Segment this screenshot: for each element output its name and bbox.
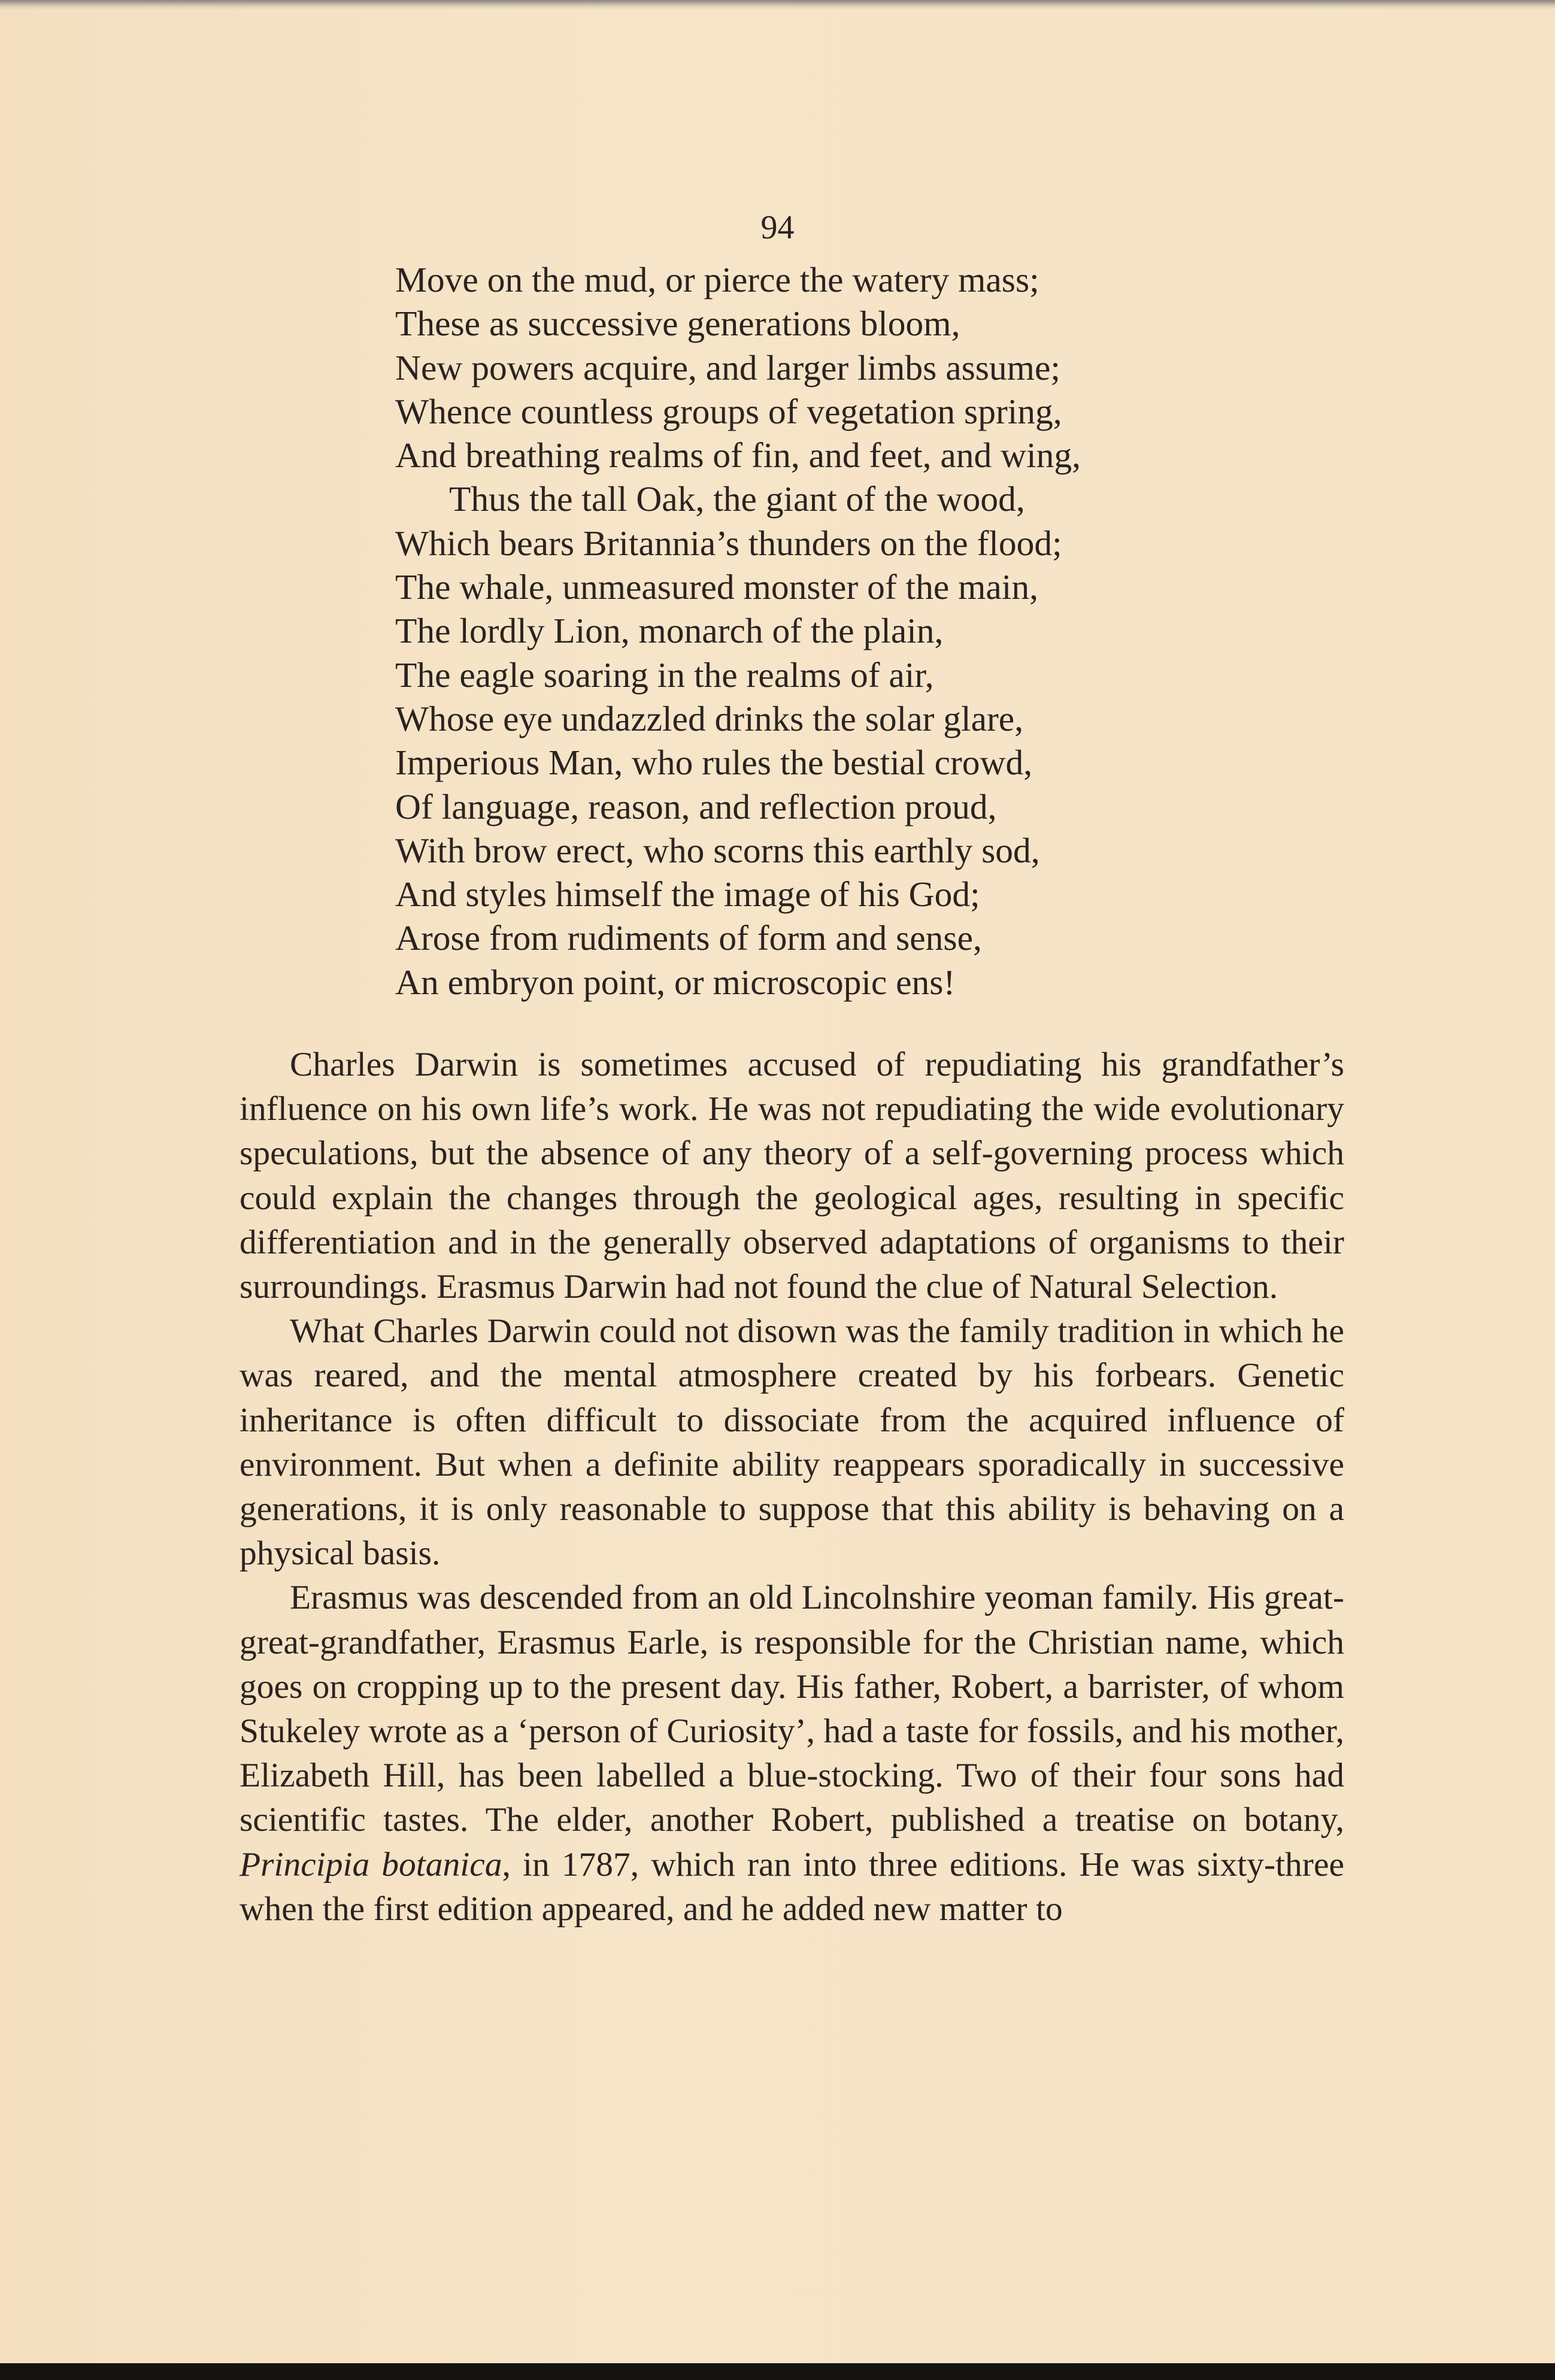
book-title: Principia botanica: [240, 1845, 502, 1884]
paragraph-text: , in 1787, which ran into three editions. He was sixty-three when the first edition appeared, and he added new matter to: [240, 1845, 1345, 1928]
poem-block: [395, 258, 1293, 1004]
poem-line: These as successive generations bloom,: [395, 304, 960, 344]
prose-block: [240, 1043, 1344, 1931]
poem-line: Imperious Man, who rules the bestial crowd,: [395, 743, 1033, 783]
poem-line: The eagle soaring in the realms of air,: [395, 655, 934, 695]
poem-line: Whose eye undazzled drinks the solar glare,: [395, 698, 1024, 738]
poem-line: The lordly Lion, monarch of the plain,: [395, 611, 944, 651]
poem-line: And breathing realms of fin, and feet, and wing,: [395, 435, 1081, 476]
poem-line: Thus the tall Oak, the giant of the wood,: [449, 479, 1025, 519]
poem-line: New powers acquire, and larger limbs assume;: [395, 347, 1060, 387]
page-top-edge: [0, 0, 1555, 10]
poem-line: Whence countless groups of vegetation spring,: [395, 391, 1062, 431]
paragraph-text: Erasmus was descended from an old Lincolnshire yeoman family. His great-great-grandfather, Erasmus Earle, is responsible for the Christian name, which goes on cropping up to the present day. His father, Robert, a barrister, of whom Stukeley wrote as a ‘person of Curiosity’, had a taste for fossils, and his mother, Elizabeth Hill, has been labelled a blue-stocking. Two of their four sons had scientific tastes. The elder, another Robert, published a treatise on botany,: [240, 1579, 1344, 1839]
paragraph: [240, 1576, 1344, 1931]
poem-line: And styles himself the image of his God;: [395, 874, 980, 915]
poem-line: Arose from rudiments of form and sense,: [395, 918, 982, 958]
page-bottom-edge: [0, 2363, 1555, 2380]
poem-line: An embryon point, or microscopic ens!: [395, 962, 956, 1002]
poem-line: Which bears Britannia’s thunders on the flood;: [395, 523, 1062, 563]
poem-line: Move on the mud, or pierce the watery mass;: [395, 260, 1039, 299]
poem-line: The whale, unmeasured monster of the main,: [395, 567, 1038, 607]
paragraph: What Charles Darwin could not disown was the family tradition in which he was reared, and the mental atmosphere created by his forbears. Genetic inheritance is often difficult to dissociate from the acquired influence of environment. But when a definite ability reappears sporadically in successive generations, it is only reasonable to suppose that this ability is behaving on a physical basis.: [240, 1312, 1344, 1573]
poem-line: Of language, reason, and reflection proud,: [395, 786, 997, 826]
poem-line: With brow erect, who scorns this earthly sod,: [395, 830, 1040, 870]
paragraph: Charles Darwin is sometimes accused of repudiating his grandfather’s influence on his own life’s work. He was not repudiating the wide evolutionary speculations, but the absence of any theory of a self-governing process which could explain the changes through the geological ages, resulting in specific differentiation and in the generally observed adaptations of organisms to their surroundings. Erasmus Darwin had not found the clue of Natural Selection.: [240, 1046, 1344, 1306]
page-number: 94: [760, 209, 795, 246]
